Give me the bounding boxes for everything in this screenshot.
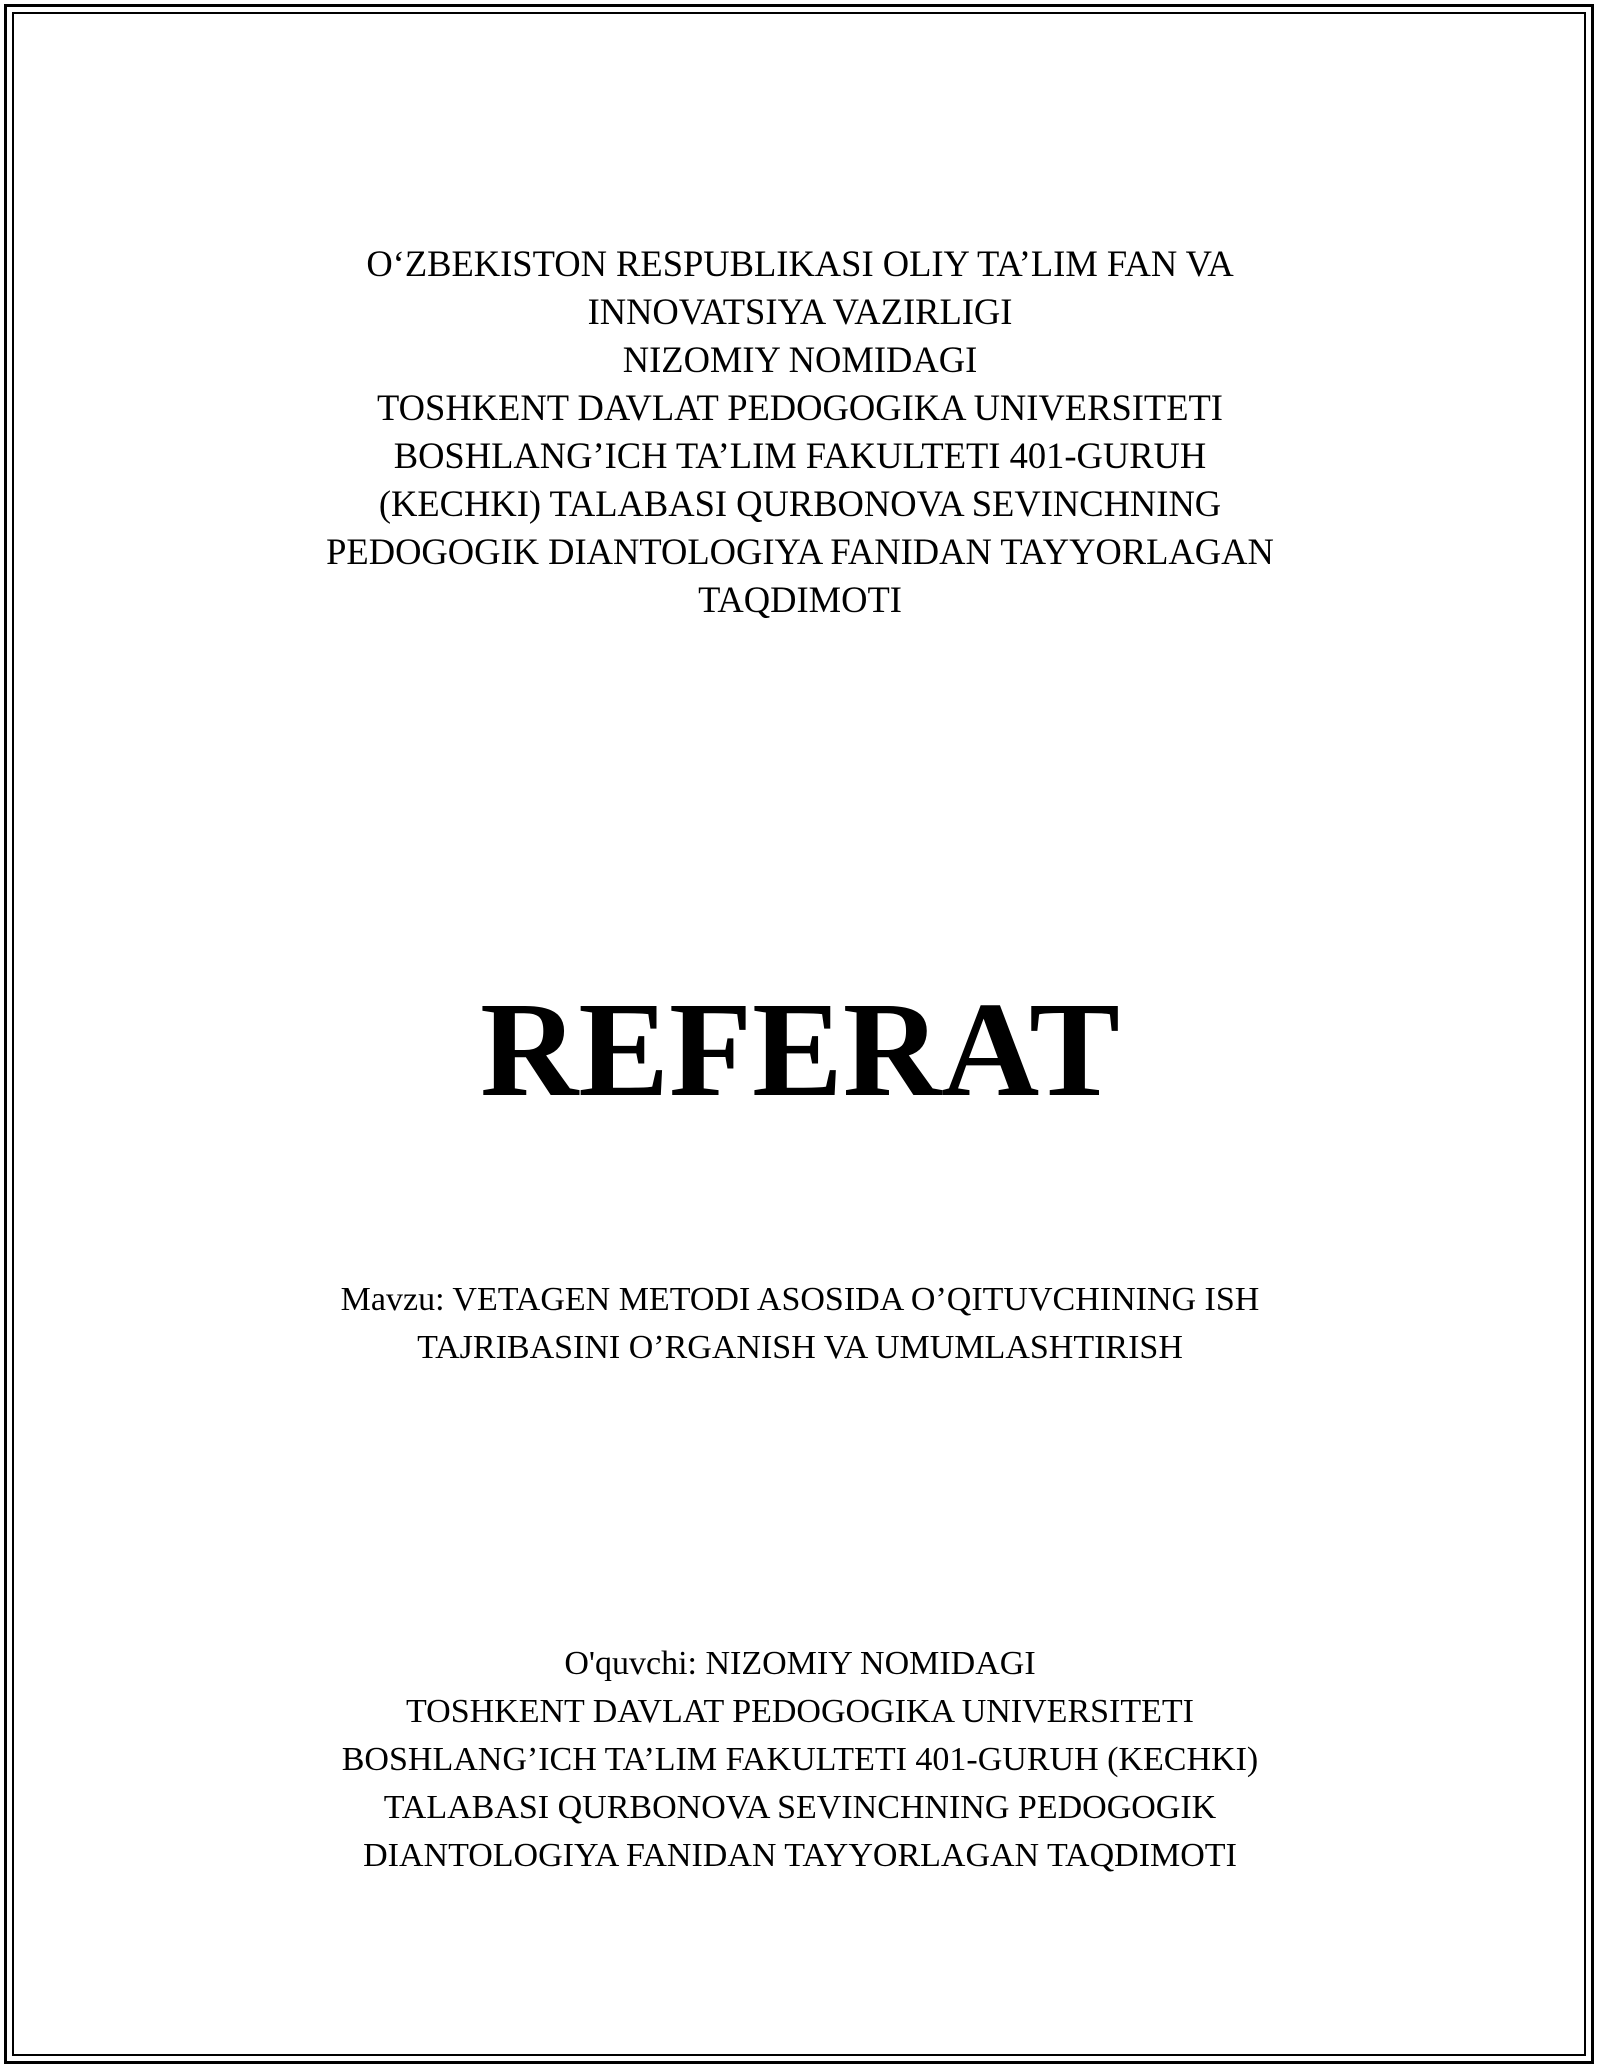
student-line: TOSHKENT DAVLAT PEDOGOGIKA UNIVERSITETI: [406, 1693, 1194, 1730]
student-line: DIANTOLOGIYA FANIDAN TAYYORLAGAN TAQDIMOTI: [363, 1837, 1237, 1874]
header-line: PEDOGOGIK DIANTOLOGIYA FANIDAN TAYYORLAGAN: [326, 531, 1274, 572]
topic-block: [0, 1276, 1600, 1372]
header-line: O‘ZBEKISTON RESPUBLIKASI OLIY TA’LIM FAN VA: [366, 243, 1234, 284]
topic-line: TAJRIBASINI O’RGANISH VA UMUMLASHTIRISH: [417, 1329, 1183, 1366]
header-line: NIZOMIY NOMIDAGI: [622, 339, 978, 380]
topic-line: Mavzu: VETAGEN METODI ASOSIDA O’QITUVCHINING ISH: [340, 1281, 1260, 1318]
header-line: BOSHLANG’ICH TA’LIM FAKULTETI 401-GURUH: [393, 435, 1207, 476]
institution-header: [0, 240, 1600, 624]
student-line: BOSHLANG’ICH TA’LIM FAKULTETI 401-GURUH (KECHKI): [341, 1741, 1259, 1778]
header-line: TAQDIMOTI: [698, 579, 902, 620]
header-line: TOSHKENT DAVLAT PEDOGOGIKA UNIVERSITETI: [377, 387, 1223, 428]
student-line: TALABASI QURBONOVA SEVINCHNING PEDOGOGIK: [383, 1789, 1217, 1826]
student-block: [0, 1640, 1600, 1880]
header-line: (KECHKI) TALABASI QURBONOVA SEVINCHNING: [378, 483, 1222, 524]
header-line: INNOVATSIYA VAZIRLIGI: [587, 291, 1013, 332]
document-title: REFERAT: [480, 975, 1120, 1125]
student-line: O'quvchi: NIZOMIY NOMIDAGI: [564, 1645, 1036, 1682]
